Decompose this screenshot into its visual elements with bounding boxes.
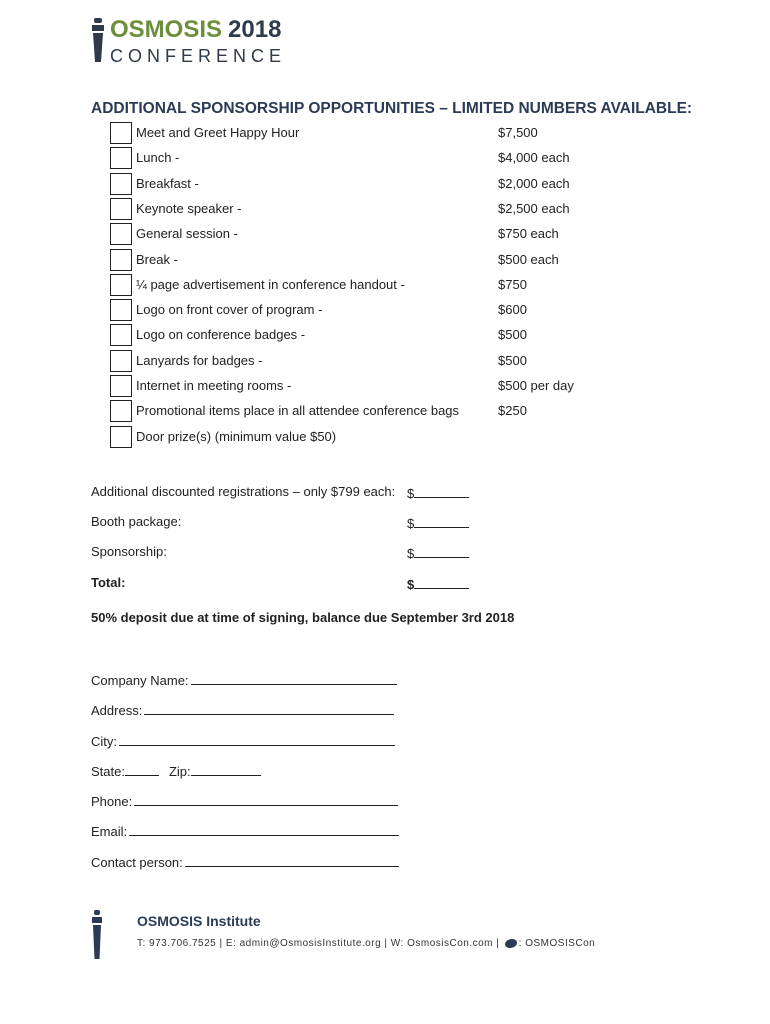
- sponsorship-option-row: [110, 122, 590, 146]
- logo-title: [110, 16, 281, 44]
- summary-amount-field[interactable]: [407, 544, 469, 561]
- summary-amount-field[interactable]: [407, 575, 469, 592]
- summary-amount-field[interactable]: [407, 514, 469, 531]
- logo-subtitle: CONFERENCE: [110, 46, 287, 66]
- option-label: Logo on front cover of program -: [136, 302, 323, 318]
- option-price: $750 each: [498, 226, 559, 242]
- field-input-line[interactable]: [129, 822, 399, 836]
- logo-name: OSMOSIS: [110, 16, 223, 43]
- option-price: $750: [498, 276, 527, 292]
- contact-field: [91, 822, 399, 839]
- option-label: Break -: [136, 251, 178, 267]
- currency-symbol: $: [407, 546, 415, 561]
- sponsorship-option-row: [110, 274, 590, 298]
- option-checkbox[interactable]: [110, 375, 132, 397]
- option-label: Door prize(s) (minimum value $50): [136, 428, 337, 444]
- sponsorship-option-row: [110, 324, 590, 348]
- sponsorship-option-row: [110, 173, 590, 197]
- sponsorship-heading: ADDITIONAL SPONSORSHIP OPPORTUNITIES – LIMITED NUMBERS AVAILABLE:: [91, 100, 693, 117]
- option-price: $600: [498, 302, 527, 318]
- field-label: City:: [91, 734, 117, 749]
- field-input-line[interactable]: [144, 701, 394, 715]
- field-label: Company Name:: [91, 673, 189, 688]
- field-label: Email:: [91, 824, 128, 839]
- option-checkbox[interactable]: [110, 173, 132, 195]
- option-checkbox[interactable]: [110, 400, 132, 422]
- option-price: $500 per day: [498, 378, 574, 393]
- option-checkbox[interactable]: [110, 274, 132, 296]
- option-label: Lanyards for badges -: [136, 352, 263, 368]
- option-price: $2,500 each: [498, 200, 570, 216]
- option-checkbox[interactable]: [110, 350, 132, 372]
- field-input-line[interactable]: [191, 671, 397, 685]
- option-checkbox[interactable]: [110, 324, 132, 346]
- contact-field: [91, 671, 397, 688]
- amount-blank-line[interactable]: [414, 514, 469, 528]
- logo-year: 2018: [228, 16, 282, 43]
- option-label: Internet in meeting rooms -: [136, 378, 292, 393]
- contact-field: [91, 792, 398, 809]
- summary-label: Sponsorship:: [91, 544, 167, 559]
- footer-contact-line: [137, 938, 595, 949]
- field-label: Address:: [91, 703, 143, 718]
- option-checkbox[interactable]: [110, 249, 132, 271]
- option-checkbox[interactable]: [110, 426, 132, 448]
- summary-amount-field[interactable]: [407, 484, 469, 501]
- sponsorship-option-row: [110, 375, 590, 399]
- amount-blank-line[interactable]: [414, 484, 469, 498]
- option-label: General session -: [136, 226, 238, 242]
- field-label: Contact person:: [91, 855, 183, 870]
- footer-org-name: OSMOSIS Institute: [137, 913, 261, 929]
- option-checkbox[interactable]: [110, 198, 132, 220]
- option-label: Lunch -: [136, 150, 180, 166]
- sponsorship-option-row: [110, 426, 590, 450]
- field-input-line[interactable]: [119, 732, 395, 746]
- option-price: $250: [498, 403, 527, 419]
- option-price: $500: [498, 327, 527, 343]
- option-checkbox[interactable]: [110, 147, 132, 169]
- option-checkbox[interactable]: [110, 122, 132, 144]
- option-label: Logo on conference badges -: [136, 327, 306, 343]
- twitter-icon: [505, 939, 517, 948]
- option-price: $500 each: [498, 251, 559, 267]
- sponsorship-option-row: [110, 147, 590, 171]
- sponsorship-option-row: [110, 350, 590, 374]
- field-input-line[interactable]: [185, 853, 399, 867]
- option-label: ¼ page advertisement in conference handout -: [136, 276, 405, 292]
- option-price: $7,500: [498, 125, 538, 140]
- footer-twitter-handle: : OSMOSISCon: [518, 938, 596, 949]
- contact-field: [91, 701, 394, 718]
- field-label: Phone:: [91, 794, 133, 809]
- option-label: Keynote speaker -: [136, 200, 242, 216]
- option-price: $500: [498, 352, 527, 368]
- osmosis-institute-figure-icon: [91, 910, 103, 960]
- contact-field: [91, 762, 261, 779]
- option-label: Meet and Greet Happy Hour: [136, 125, 300, 140]
- option-label: Breakfast -: [136, 175, 199, 191]
- sponsorship-option-row: [110, 198, 590, 222]
- option-checkbox[interactable]: [110, 299, 132, 321]
- contact-field: [91, 732, 395, 749]
- currency-symbol: $: [407, 577, 415, 592]
- contact-field: [91, 853, 399, 870]
- sponsorship-option-row: [110, 223, 590, 247]
- summary-label: Booth package:: [91, 514, 182, 529]
- sponsorship-option-row: [110, 249, 590, 273]
- field-label: Zip:: [168, 764, 191, 779]
- osmosis-logo-figure-icon: [90, 18, 106, 64]
- option-price: $4,000 each: [498, 150, 570, 166]
- deposit-note: 50% deposit due at time of signing, balance due September 3rd 2018: [91, 610, 515, 625]
- field-input-line[interactable]: [134, 792, 398, 806]
- option-checkbox[interactable]: [110, 223, 132, 245]
- currency-symbol: $: [407, 486, 415, 501]
- sponsorship-option-row: [110, 299, 590, 323]
- option-label: Promotional items place in all attendee conference bags: [136, 403, 460, 419]
- sponsorship-option-row: [110, 400, 590, 424]
- currency-symbol: $: [407, 516, 415, 531]
- amount-blank-line[interactable]: [414, 575, 469, 589]
- summary-label: Total:: [91, 575, 126, 590]
- field-label: State:: [91, 764, 125, 779]
- state-input-line[interactable]: [125, 762, 159, 776]
- footer-contact-info: T: 973.706.7525 | E: admin@OsmosisInstitute.org | W: OsmosisCon.com |: [137, 938, 500, 949]
- option-price: $2,000 each: [498, 175, 570, 191]
- summary-label: Additional discounted registrations – only $799 each:: [91, 484, 396, 499]
- amount-blank-line[interactable]: [414, 544, 469, 558]
- zip-input-line[interactable]: [191, 762, 261, 776]
